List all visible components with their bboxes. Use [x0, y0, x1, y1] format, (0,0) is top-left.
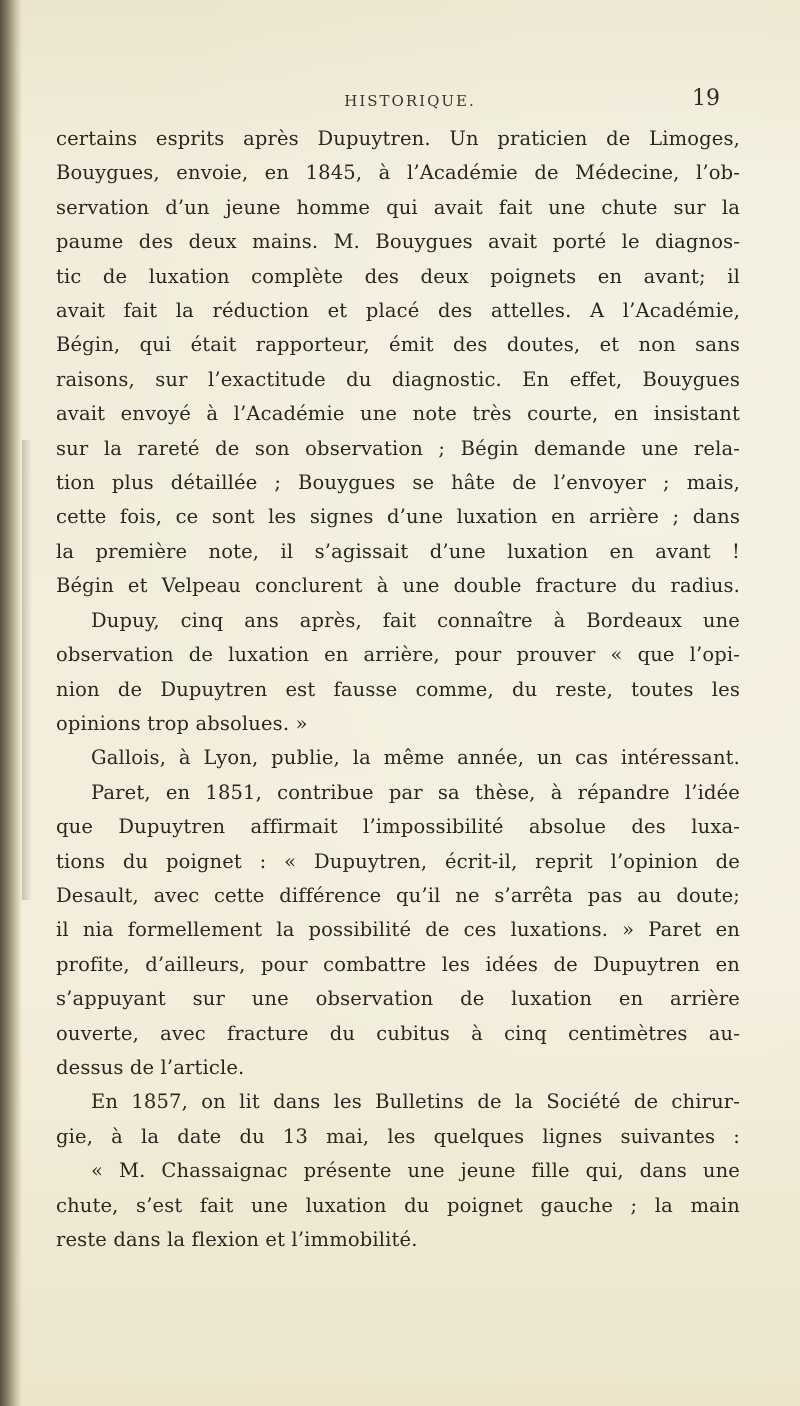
gutter-shadow: [22, 440, 32, 900]
text-line: certains esprits après Dupuytren. Un praticien de Limoges,: [56, 127, 740, 150]
text-line: Gallois, à Lyon, publie, la même année, un cas intéressant.: [91, 746, 740, 770]
text-line: observation de luxation en arrière, pour prouver « que l’opi-: [56, 643, 740, 667]
body-text: [56, 122, 740, 1257]
text-line: reste dans la flexion et l’immobilité.: [56, 1228, 418, 1251]
text-line: sur la rareté de son observation ; Bégin demande une rela-: [56, 436, 740, 460]
page-header: [100, 84, 720, 114]
text-line: tic de luxation complète des deux poignets en avant; il: [56, 264, 740, 288]
binding-gutter: [0, 0, 22, 1406]
text-line: que Dupuytren affirmait l’impossibilité absolue des luxa-: [56, 815, 740, 839]
text-line: avait fait la réduction et placé des attelles. A l’Académie,: [56, 299, 740, 323]
text-line: Dupuy, cinq ans après, fait connaître à Bordeaux une: [91, 608, 740, 632]
text-line: dessus de l’article.: [56, 1055, 245, 1079]
text-line: tion plus détaillée ; Bouygues se hâte de l’envoyer ; mais,: [56, 471, 740, 495]
text-line: ouverte, avec fracture du cubitus à cinq centimètres au-: [56, 1021, 740, 1045]
text-line: nion de Dupuytren est fausse comme, du reste, toutes les: [56, 677, 740, 701]
text-line: Bégin et Velpeau conclurent à une double fracture du radius.: [56, 574, 740, 598]
text-line: « M. Chassaignac présente une jeune fille qui, dans une: [91, 1159, 740, 1183]
text-line: tions du poignet : « Dupuytren, écrit-il, reprit l’opinion de: [56, 849, 740, 873]
text-line: il nia formellement la possibilité de ces luxations. » Paret en: [56, 918, 740, 942]
page-number: 19: [692, 86, 720, 111]
text-line: Desault, avec cette différence qu’il ne s’arrêta pas au doute;: [56, 883, 740, 907]
text-line: cette fois, ce sont les signes d’une luxation en arrière ; dans: [56, 505, 740, 529]
text-line: En 1857, on lit dans les Bulletins de la Société de chirur-: [91, 1090, 740, 1114]
text-line: chute, s’est fait une luxation du poignet gauche ; la main: [56, 1193, 740, 1217]
text-line: raisons, sur l’exactitude du diagnostic. En effet, Bouygues: [56, 367, 740, 391]
text-line: servation d’un jeune homme qui avait fait une chute sur la: [56, 195, 740, 219]
running-title: HISTORIQUE.: [344, 92, 476, 110]
text-line: Paret, en 1851, contribue par sa thèse, à répandre l’idée: [91, 780, 740, 804]
text-line: la première note, il s’agissait d’une luxation en avant !: [56, 539, 740, 563]
text-line: avait envoyé à l’Académie une note très courte, en insistant: [56, 402, 740, 426]
text-line: Bouygues, envoie, en 1845, à l’Académie de Médecine, l’ob-: [56, 161, 740, 185]
text-line: gie, à la date du 13 mai, les quelques lignes suivantes :: [56, 1124, 740, 1148]
text-line: Bégin, qui était rapporteur, émit des doutes, et non sans: [56, 333, 740, 357]
text-line: opinions trop absolues. »: [56, 711, 308, 735]
text-line: paume des deux mains. M. Bouygues avait porté le diagnos-: [56, 230, 740, 254]
text-line: s’appuyant sur une observation de luxation en arrière: [56, 987, 740, 1011]
text-line: profite, d’ailleurs, pour combattre les idées de Dupuytren en: [56, 952, 740, 976]
